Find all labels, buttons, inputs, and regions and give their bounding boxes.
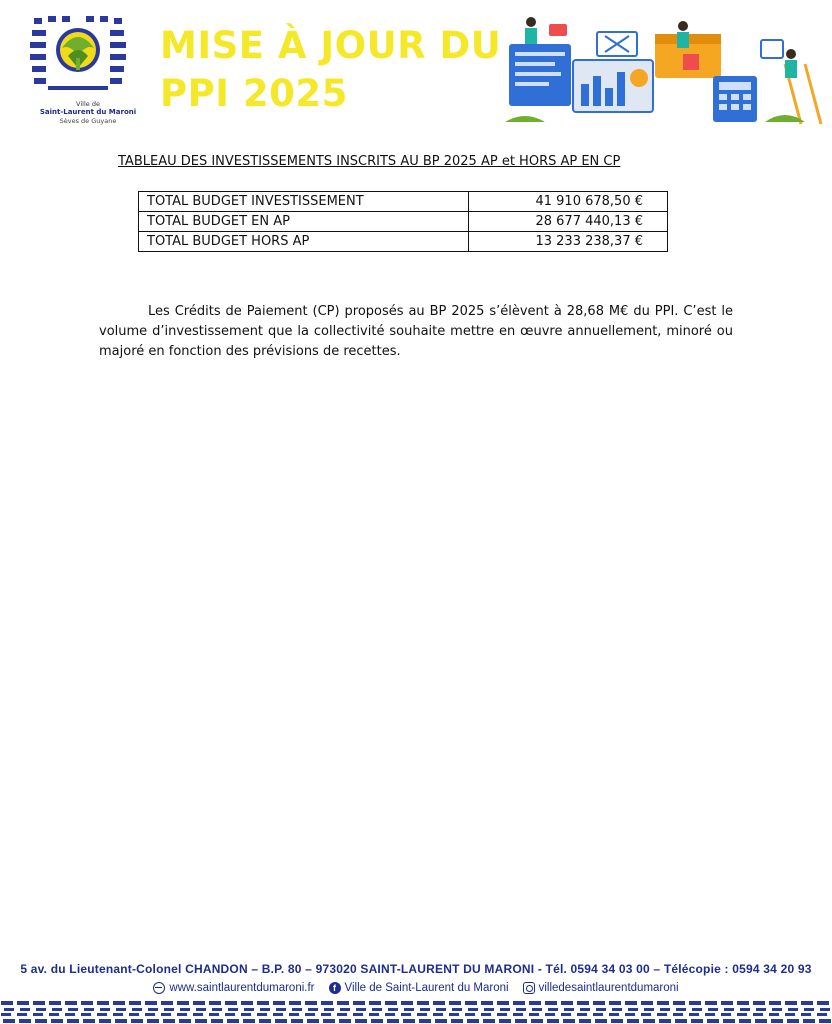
- table-title: TABLEAU DES INVESTISSEMENTS INSCRITS AU BP 2025 AP et HORS AP EN CP: [118, 154, 621, 169]
- facebook-link[interactable]: [329, 982, 509, 994]
- website-link[interactable]: [153, 982, 314, 994]
- body-paragraph: Les Crédits de Paiement (CP) proposés au BP 2025 s’élèvent à 28,68 M€ du PPI. C’est le volume d’investissement que la collectivité souhaite mettre en œuvre annuellement, minoré ou majoré en fonction des prévisions de recettes.: [99, 304, 733, 359]
- globe-icon: [153, 982, 165, 994]
- instagram-text: villedesaintlaurentdumaroni: [538, 982, 679, 994]
- footer-links: [0, 982, 832, 994]
- page-title-line1: MISE À JOUR DU: [160, 24, 502, 67]
- row-value: 28 677 440,13 €: [469, 212, 668, 232]
- instagram-link[interactable]: [523, 982, 679, 994]
- header-illustration: [505, 14, 825, 130]
- footer-address: 5 av. du Lieutenant-Colonel CHANDON – B.P. 80 – 973020 SAINT-LAURENT DU MARONI - Tél. 0594 34 03 00 – Télécopie : 0594 34 20 93: [20, 962, 812, 976]
- row-label: TOTAL BUDGET EN AP: [139, 212, 469, 232]
- logo-line1: Ville de: [76, 100, 100, 108]
- city-logo: [28, 14, 137, 126]
- logo-tagline: Sèves de Guyane: [59, 117, 117, 125]
- table-row: [139, 232, 668, 252]
- page-title-line2: PPI 2025: [160, 72, 348, 115]
- logo-city-name: Saint-Laurent du Maroni: [39, 108, 137, 116]
- website-text: www.saintlaurentdumaroni.fr: [169, 982, 315, 994]
- city-emblem-icon: [28, 14, 128, 100]
- row-label: TOTAL BUDGET INVESTISSEMENT: [139, 192, 469, 212]
- decorative-pattern-band: [0, 1000, 832, 1024]
- row-value: 13 233 238,37 €: [469, 232, 668, 252]
- table-row: [139, 192, 668, 212]
- office-team-illustration-icon: [505, 14, 825, 130]
- facebook-icon: f: [329, 982, 341, 994]
- row-label: TOTAL BUDGET HORS AP: [139, 232, 469, 252]
- table-row: [139, 212, 668, 232]
- page-title: [160, 22, 501, 118]
- instagram-icon: [523, 982, 535, 994]
- row-value: 41 910 678,50 €: [469, 192, 668, 212]
- facebook-text: Ville de Saint-Laurent du Maroni: [344, 982, 509, 994]
- budget-table: [138, 191, 668, 252]
